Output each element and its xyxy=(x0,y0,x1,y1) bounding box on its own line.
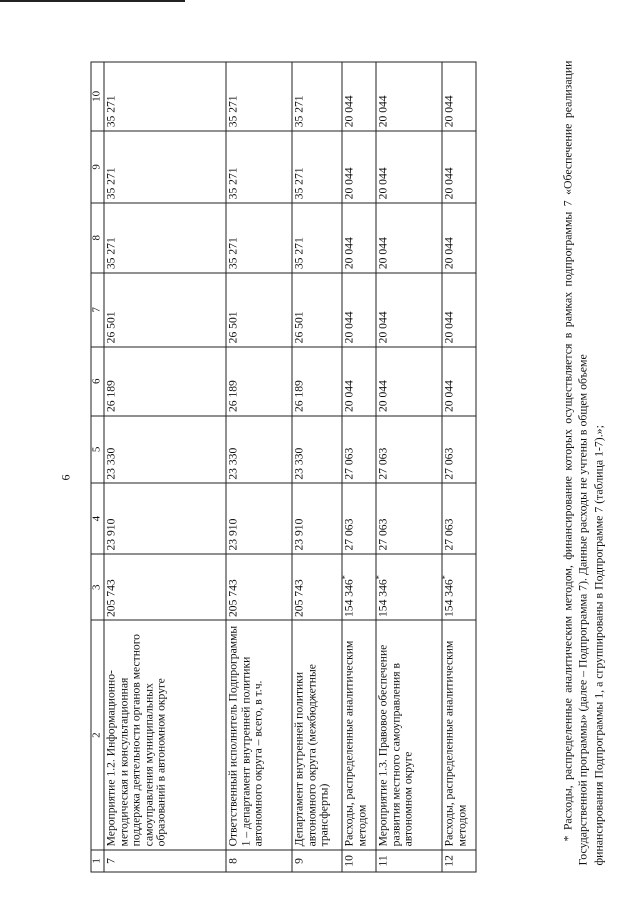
table-row xyxy=(376,62,442,872)
row-number: 10 xyxy=(342,849,376,871)
footnote-marker: * xyxy=(440,574,450,579)
value-cell xyxy=(226,202,292,272)
column-header: 5 xyxy=(91,415,104,483)
column-header: 2 xyxy=(91,620,104,849)
value-text: 35 271 xyxy=(292,94,305,127)
value-cell xyxy=(442,202,476,272)
value-cell xyxy=(292,202,342,272)
value-cell xyxy=(292,483,342,554)
value-cell xyxy=(442,415,476,483)
column-header: 9 xyxy=(91,130,104,202)
value-text: 20 044 xyxy=(342,379,355,412)
value-text: 154 346 xyxy=(376,578,389,617)
value-cell xyxy=(292,346,342,415)
value-cell xyxy=(376,130,442,202)
value-cell xyxy=(442,346,476,415)
column-header: 10 xyxy=(91,62,104,131)
value-cell xyxy=(442,554,476,620)
value-text: 20 044 xyxy=(342,236,355,269)
value-text: 23 910 xyxy=(104,518,117,551)
value-text: 20 044 xyxy=(376,94,389,127)
value-cell xyxy=(342,554,376,620)
value-text: 154 346 xyxy=(342,578,355,617)
row-title: Мероприятие 1.3. Правовое обеспечение развития местного самоуправления в автономном округе xyxy=(376,620,442,849)
value-text: 35 271 xyxy=(226,94,239,127)
value-cell xyxy=(226,272,292,346)
value-text: 20 044 xyxy=(442,379,455,412)
table-row xyxy=(442,62,476,872)
value-cell xyxy=(342,415,376,483)
value-text: 27 063 xyxy=(342,518,355,551)
value-cell xyxy=(342,202,376,272)
row-title: Департамент внутренней политики автономного округа (межбюджетные трансферты) xyxy=(292,620,342,849)
value-text: 27 063 xyxy=(376,518,389,551)
value-cell xyxy=(442,62,476,131)
value-text: 20 044 xyxy=(342,166,355,199)
value-cell xyxy=(226,130,292,202)
value-cell xyxy=(442,483,476,554)
row-title: Расходы, распределенные аналитическим методом xyxy=(342,620,376,849)
value-text: 20 044 xyxy=(376,310,389,343)
value-cell xyxy=(292,62,342,131)
page-number: 6 xyxy=(58,474,72,480)
value-text: 26 189 xyxy=(292,379,305,412)
value-text: 154 346 xyxy=(442,578,455,617)
value-cell xyxy=(226,346,292,415)
table-row xyxy=(226,62,292,872)
value-cell xyxy=(104,272,226,346)
column-header: 3 xyxy=(91,554,104,620)
table-row xyxy=(342,62,376,872)
value-text: 35 271 xyxy=(104,166,117,199)
value-cell xyxy=(442,130,476,202)
value-text: 205 743 xyxy=(292,578,305,617)
value-text: 23 910 xyxy=(292,518,305,551)
row-number: 12 xyxy=(442,849,476,871)
row-title: Мероприятие 1.2. Информационно-методическая и консультационная поддержка деятельности органов местного самоуправления муниципальных образований в автономном округе xyxy=(104,620,226,849)
value-cell xyxy=(104,62,226,131)
value-cell xyxy=(104,346,226,415)
value-cell xyxy=(226,62,292,131)
column-header: 8 xyxy=(91,202,104,272)
value-cell xyxy=(376,202,442,272)
row-number: 9 xyxy=(292,849,342,871)
value-text: 205 743 xyxy=(226,578,239,617)
value-cell xyxy=(376,554,442,620)
value-cell xyxy=(342,483,376,554)
row-number: 8 xyxy=(226,849,292,871)
value-text: 35 271 xyxy=(104,236,117,269)
column-header: 4 xyxy=(91,483,104,554)
value-text: 23 330 xyxy=(226,447,239,480)
value-cell xyxy=(376,272,442,346)
value-cell xyxy=(104,202,226,272)
value-text: 26 189 xyxy=(104,379,117,412)
footnote-last-line: финансирования Подпрограммы 1, а сгруппированы в Подпрограмме 7 (таблица 1-7).»; xyxy=(590,424,605,865)
value-text: 27 063 xyxy=(342,447,355,480)
value-text: 35 271 xyxy=(226,236,239,269)
value-cell xyxy=(292,130,342,202)
table-row xyxy=(292,62,342,872)
value-text: 35 271 xyxy=(292,236,305,269)
value-text: 26 501 xyxy=(104,310,117,343)
value-cell xyxy=(342,130,376,202)
value-cell xyxy=(226,483,292,554)
value-text: 27 063 xyxy=(376,447,389,480)
row-number: 7 xyxy=(104,849,226,871)
value-text: 20 044 xyxy=(442,236,455,269)
value-text: 26 501 xyxy=(292,310,305,343)
value-text: 23 910 xyxy=(226,518,239,551)
header-row xyxy=(91,62,104,872)
value-cell xyxy=(292,415,342,483)
column-header: 1 xyxy=(91,849,104,871)
budget-table xyxy=(90,61,476,872)
value-cell xyxy=(376,346,442,415)
value-cell xyxy=(376,483,442,554)
value-text: 20 044 xyxy=(442,310,455,343)
column-header: 6 xyxy=(91,346,104,415)
value-cell xyxy=(342,62,376,131)
footnote xyxy=(560,60,606,865)
table-row xyxy=(104,62,226,872)
value-text: 20 044 xyxy=(376,236,389,269)
value-text: 20 044 xyxy=(342,310,355,343)
value-text: 27 063 xyxy=(442,518,455,551)
footnote-marker: * xyxy=(340,574,350,579)
value-text: 23 330 xyxy=(292,447,305,480)
value-cell xyxy=(342,346,376,415)
value-cell xyxy=(104,130,226,202)
row-number: 11 xyxy=(376,849,442,871)
value-cell xyxy=(342,272,376,346)
value-cell xyxy=(104,415,226,483)
value-text: 35 271 xyxy=(292,166,305,199)
footnote-paragraph: * Расходы, распределенные аналитическим методом, финансирование которых осуществляется в рамках подпрограммы 7 «Обеспечение реализации Государственной программы» (далее – Подпрограмма 7). Данные расходы не учтены в общем объеме xyxy=(560,60,590,865)
value-text: 20 044 xyxy=(376,379,389,412)
footnote-marker: * xyxy=(374,574,384,579)
value-cell xyxy=(376,62,442,131)
value-text: 27 063 xyxy=(442,447,455,480)
value-cell xyxy=(292,554,342,620)
value-text: 20 044 xyxy=(376,166,389,199)
value-text: 23 330 xyxy=(104,447,117,480)
value-text: 26 501 xyxy=(226,310,239,343)
value-text: 20 044 xyxy=(442,166,455,199)
value-text: 35 271 xyxy=(104,94,117,127)
value-text: 205 743 xyxy=(104,578,117,617)
value-cell xyxy=(442,272,476,346)
value-cell xyxy=(292,272,342,346)
column-header: 7 xyxy=(91,272,104,346)
row-title: Ответственный исполнитель Подпрограммы 1 – департамент внутренней политики автономного округа – всего, в т.ч. xyxy=(226,620,292,849)
value-cell xyxy=(376,415,442,483)
value-text: 20 044 xyxy=(342,94,355,127)
value-cell xyxy=(104,554,226,620)
value-cell xyxy=(226,415,292,483)
value-text: 26 189 xyxy=(226,379,239,412)
value-cell xyxy=(104,483,226,554)
value-cell xyxy=(226,554,292,620)
value-text: 35 271 xyxy=(226,166,239,199)
row-title: Расходы, распределенные аналитическим методом xyxy=(442,620,476,849)
value-text: 20 044 xyxy=(442,94,455,127)
